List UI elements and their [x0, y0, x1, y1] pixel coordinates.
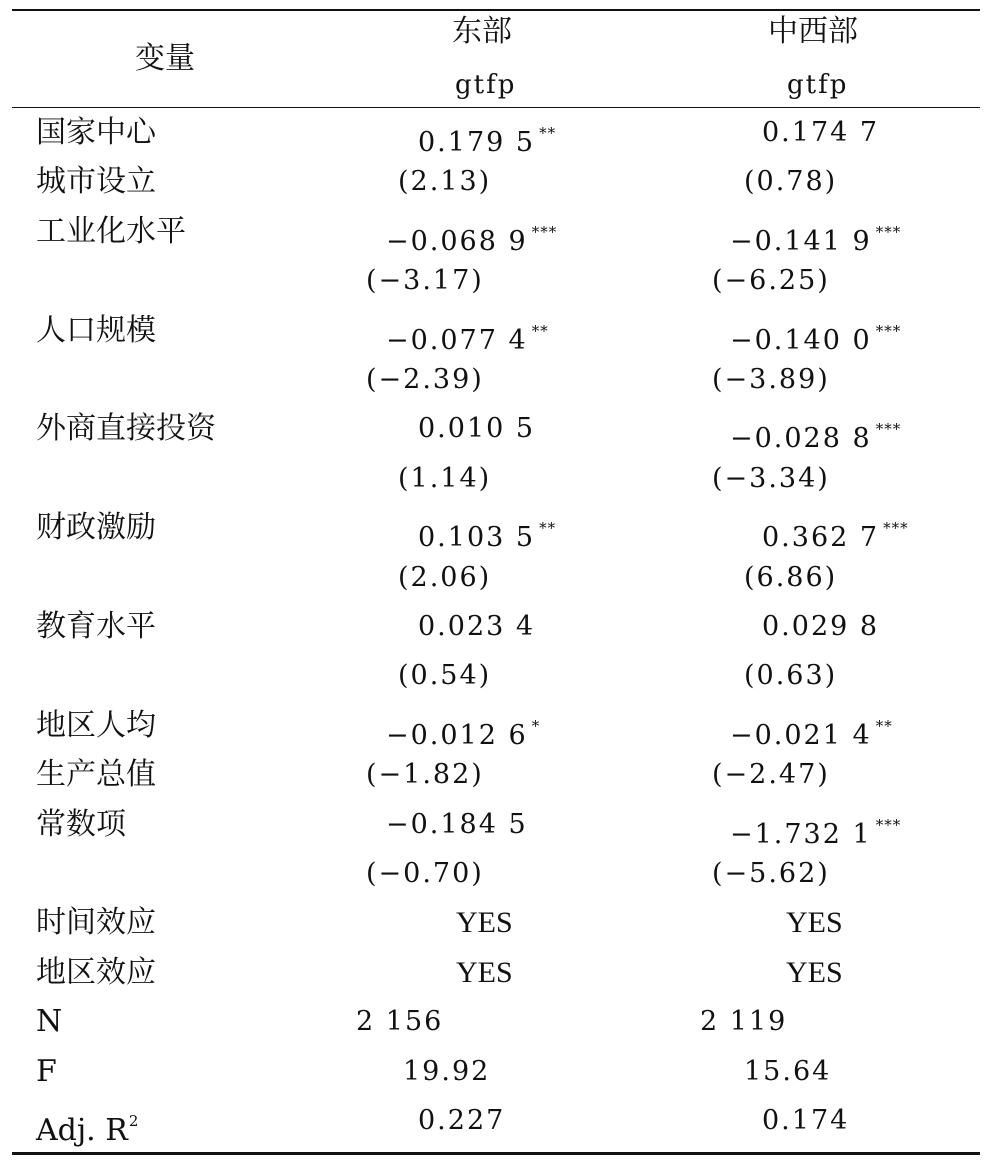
west-value: 0.174 7: [762, 117, 880, 148]
west-value-cell: [712, 257, 830, 305]
east-value-cell: [398, 455, 491, 503]
east-value-cell: [456, 899, 513, 947]
variable-label-text: 工业化水平: [36, 213, 186, 249]
east-value: YES: [456, 955, 513, 989]
variable-label-text: 时间效应: [36, 905, 156, 941]
table-row: [0, 751, 992, 799]
variable-label-text: F: [36, 1053, 57, 1089]
west-value: 0.029 8: [762, 611, 880, 642]
east-value: −0.077 4: [386, 324, 528, 356]
table-row: [0, 405, 992, 453]
variable-label: [36, 158, 156, 206]
east-value: 0.103 5: [418, 522, 536, 554]
table-row: [0, 455, 992, 503]
west-value-cell: [712, 850, 830, 898]
variable-label: [36, 899, 156, 947]
west-value-cell: [762, 109, 879, 157]
significance-stars: ***: [531, 222, 558, 241]
variable-label: [36, 208, 186, 256]
west-value: (0.78): [744, 166, 838, 198]
east-header: 东部: [452, 14, 512, 49]
table-row: [0, 554, 992, 602]
variable-label-text: 生产总值: [36, 757, 156, 793]
east-value-cell: [366, 356, 484, 404]
west-value-cell: [744, 1048, 831, 1096]
east-value-cell: [366, 751, 484, 799]
east-value: 0.010 5: [418, 413, 536, 445]
west-value: (−3.34): [712, 462, 830, 494]
variable-label: [36, 307, 156, 355]
variable-label-text: 城市设立: [36, 164, 156, 200]
west-value: −0.021 4: [730, 719, 872, 751]
west-value: (−2.47): [712, 759, 830, 791]
east-value: 0.227: [418, 1105, 506, 1136]
west-value-cell: [744, 158, 837, 206]
table-row: [0, 1097, 992, 1148]
west-value: −1.732 1: [730, 818, 872, 850]
west-value: (6.86): [744, 561, 838, 593]
west-header: 中西部: [768, 14, 858, 49]
variable-label-text: 地区人均: [36, 707, 156, 743]
west-value-cell: [762, 603, 879, 651]
variable-header: 变量: [135, 41, 195, 76]
variable-label: [36, 998, 62, 1046]
table-row: [0, 208, 992, 256]
variable-label: [36, 1048, 57, 1096]
west-value: (0.63): [744, 660, 838, 692]
west-value: YES: [786, 955, 843, 989]
east-value: (2.13): [398, 166, 492, 198]
variable-label: [36, 504, 156, 552]
east-value-cell: [398, 158, 491, 206]
east-value: YES: [456, 906, 513, 940]
significance-stars: **: [875, 716, 893, 735]
east-value: (2.06): [398, 561, 492, 593]
east-value: 0.179 5: [418, 127, 536, 158]
west-value: −0.028 8: [730, 423, 872, 455]
west-value: 0.174: [762, 1105, 850, 1136]
west-value-cell: [786, 949, 843, 997]
table-row: [0, 307, 992, 355]
header-rule: [12, 107, 980, 108]
west-value: (−5.62): [712, 858, 830, 889]
table-row: [0, 801, 992, 849]
significance-stars: **: [531, 321, 549, 340]
table-row: [0, 899, 992, 947]
west-value: (−6.25): [712, 265, 830, 297]
west-value-cell: [786, 899, 843, 947]
west-value: −0.140 0: [730, 324, 872, 356]
east-value: (1.14): [398, 462, 492, 494]
variable-label-text: 人口规模: [36, 312, 156, 348]
table-row: [0, 702, 992, 750]
west-value: (−3.89): [712, 364, 830, 395]
west-value-cell: [744, 652, 837, 700]
west-value: −0.141 9: [730, 225, 872, 257]
variable-label-text: 外商直接投资: [36, 411, 216, 447]
east-dependent-variable: gtfp: [455, 70, 517, 100]
east-value-cell: [398, 554, 491, 602]
variable-label-text: N: [36, 1004, 63, 1040]
east-value-cell: [398, 652, 491, 700]
west-value: 15.64: [744, 1055, 832, 1087]
table-row: [0, 949, 992, 997]
superscript: 2: [128, 1112, 139, 1130]
east-value-cell: [418, 405, 535, 453]
east-value: (0.54): [398, 660, 492, 692]
significance-stars: *: [531, 716, 541, 735]
east-value: −0.184 5: [386, 808, 528, 840]
table-row: [0, 257, 992, 305]
variable-label: [36, 603, 156, 651]
east-value-cell: [418, 603, 535, 651]
variable-label-text: 财政激励: [36, 510, 156, 546]
significance-stars: **: [539, 519, 557, 538]
west-value-cell: [762, 1097, 849, 1145]
table-row: [0, 652, 992, 700]
east-value-cell: [356, 998, 443, 1046]
east-value: (−2.39): [366, 364, 484, 395]
table-row: [0, 109, 992, 157]
west-value-cell: [712, 356, 830, 404]
east-value: −0.068 9: [386, 225, 528, 257]
west-value: YES: [786, 906, 843, 940]
table-row: [0, 356, 992, 404]
variable-label-text: 地区效应: [36, 954, 156, 990]
east-value-cell: [366, 850, 484, 898]
table-row: [0, 504, 992, 552]
east-value-cell: [386, 801, 528, 849]
table-row: [0, 603, 992, 651]
east-value: −0.012 6: [386, 719, 528, 751]
variable-label-text: 常数项: [36, 806, 126, 842]
east-value: (−3.17): [366, 265, 484, 297]
variable-label: [36, 109, 156, 157]
east-value-cell: [418, 1097, 505, 1145]
top-rule: [12, 9, 980, 11]
variable-label: [36, 702, 156, 750]
east-value: 2 156: [356, 1006, 444, 1038]
west-value-cell: [744, 554, 837, 602]
variable-label-text: Adj. R: [36, 1113, 128, 1148]
east-value: (−0.70): [366, 858, 484, 889]
east-value: 19.92: [403, 1055, 491, 1087]
variable-label: [36, 751, 156, 799]
variable-label-text: 国家中心: [36, 115, 156, 150]
significance-stars: ***: [875, 420, 902, 439]
west-value-cell: [712, 455, 830, 503]
significance-stars: **: [539, 124, 557, 142]
significance-stars: ***: [875, 321, 902, 340]
significance-stars: ***: [875, 222, 902, 241]
east-value-cell: [366, 257, 484, 305]
variable-label-text: 教育水平: [36, 609, 156, 644]
significance-stars: ***: [875, 815, 902, 834]
variable-label: [36, 1097, 138, 1155]
table-row: [0, 1048, 992, 1096]
west-value-cell: [700, 998, 787, 1046]
variable-label: [36, 949, 156, 997]
east-value: (−1.82): [366, 759, 484, 791]
table-row: [0, 998, 992, 1046]
east-value: 0.023 4: [418, 611, 536, 642]
east-value-cell: [456, 949, 513, 997]
variable-label: [36, 801, 126, 849]
bottom-rule: [12, 1152, 980, 1155]
significance-stars: ***: [883, 519, 909, 538]
west-dependent-variable: gtfp: [787, 70, 849, 100]
table-row: [0, 850, 992, 898]
east-value-cell: [403, 1048, 490, 1096]
table-row: [0, 158, 992, 206]
west-value: 0.362 7: [762, 522, 880, 554]
west-value: 2 119: [700, 1006, 788, 1038]
west-value-cell: [712, 751, 830, 799]
variable-label: [36, 405, 216, 453]
